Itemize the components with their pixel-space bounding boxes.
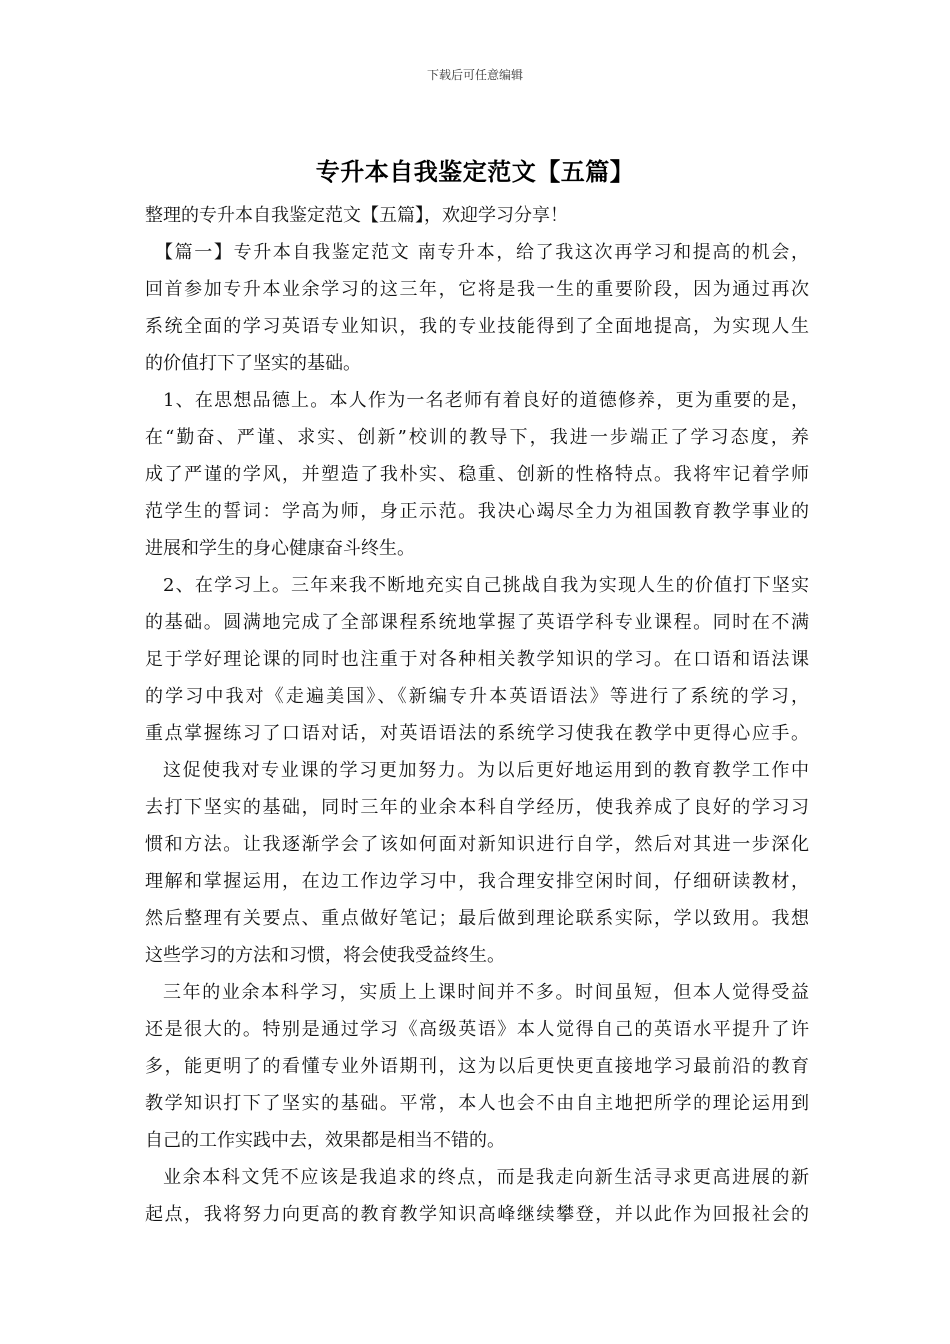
text-line: 教学知识打下了坚实的基础。平常，本人也会不由自主地把所学的理论运用到 [145, 1093, 809, 1114]
text-line: 这促使我对专业课的学习更加努力。为以后更好地运用到的教育教学工作中 [163, 760, 809, 781]
text-line: 2、在学习上。三年来我不断地充实自己挑战自我为实现人生的价值打下坚实 [163, 575, 809, 596]
text-line: 整理的专升本自我鉴定范文【五篇】，欢迎学习分享！ [145, 205, 568, 226]
text-line: 起点，我将努力向更高的教育教学知识高峰继续攀登，并以此作为回报社会的 [145, 1204, 809, 1225]
text-line: 业余本科文凭不应该是我追求的终点，而是我走向新生活寻求更高进展的新 [163, 1167, 809, 1188]
text-line: 自己的工作实践中去，效果都是相当不错的。 [145, 1130, 505, 1151]
text-line: 的基础。圆满地完成了全部课程系统地掌握了英语学科专业课程。同时在不满 [145, 612, 809, 633]
text-line: 1、在思想品德上。本人作为一名老师有着良好的道德修养，更为重要的是， [163, 390, 809, 411]
text-line: 的价值打下了坚实的基础。 [145, 353, 361, 374]
text-line: 多，能更明了的看懂专业外语期刊，这为以后更快更直接地学习最前沿的教育 [145, 1056, 809, 1077]
text-line: 【篇一】专升本自我鉴定范文 南专升本，给了我这次再学习和提高的机会， [155, 242, 809, 263]
document-body [145, 197, 809, 1233]
text-line: 重点掌握练习了口语对话，对英语语法的系统学习使我在教学中更得心应手。 [145, 723, 809, 744]
text-line: 足于学好理论课的同时也注重于对各种相关教学知识的学习。在口语和语法课 [145, 649, 809, 670]
document-title: 专升本自我鉴定范文【五篇】 [315, 157, 635, 186]
text-line: 惯和方法。让我逐渐学会了该如何面对新知识进行自学，然后对其进一步深化 [145, 834, 809, 855]
text-line: 进展和学生的身心健康奋斗终生。 [145, 538, 415, 559]
text-line: 回首参加专升本业余学习的这三年，它将是我一生的重要阶段，因为通过再次 [145, 279, 809, 300]
text-line: 成了严谨的学风，并塑造了我朴实、稳重、创新的性格特点。我将牢记着学师 [145, 464, 809, 485]
text-line: 三年的业余本科学习，实质上上课时间并不多。时间虽短，但本人觉得受益 [163, 982, 809, 1003]
text-line: 理解和掌握运用，在边工作边学习中，我合理安排空闲时间，仔细研读教材， [145, 871, 809, 892]
text-line: 系统全面的学习英语专业知识，我的专业技能得到了全面地提高，为实现人生 [145, 316, 809, 337]
header-note: 下载后可任意编辑 [426, 68, 523, 82]
text-line: 然后整理有关要点、重点做好笔记；最后做到理论联系实际，学以致用。我想 [145, 908, 809, 929]
text-line: 在“勤奋、严谨、求实、创新”校训的教导下，我进一步端正了学习态度，养 [145, 427, 809, 448]
text-line: 去打下坚实的基础，同时三年的业余本科自学经历，使我养成了良好的学习习 [145, 797, 809, 818]
text-line: 的学习中我对《走遍美国》、《新编专升本英语语法》等进行了系统的学习， [145, 686, 809, 707]
text-line: 这些学习的方法和习惯，将会使我受益终生。 [145, 945, 505, 966]
text-line: 范学生的誓词：学高为师，身正示范。我决心竭尽全力为祖国教育教学事业的 [145, 501, 809, 522]
text-line: 还是很大的。特别是通过学习《高级英语》本人觉得自己的英语水平提升了许 [145, 1019, 809, 1040]
